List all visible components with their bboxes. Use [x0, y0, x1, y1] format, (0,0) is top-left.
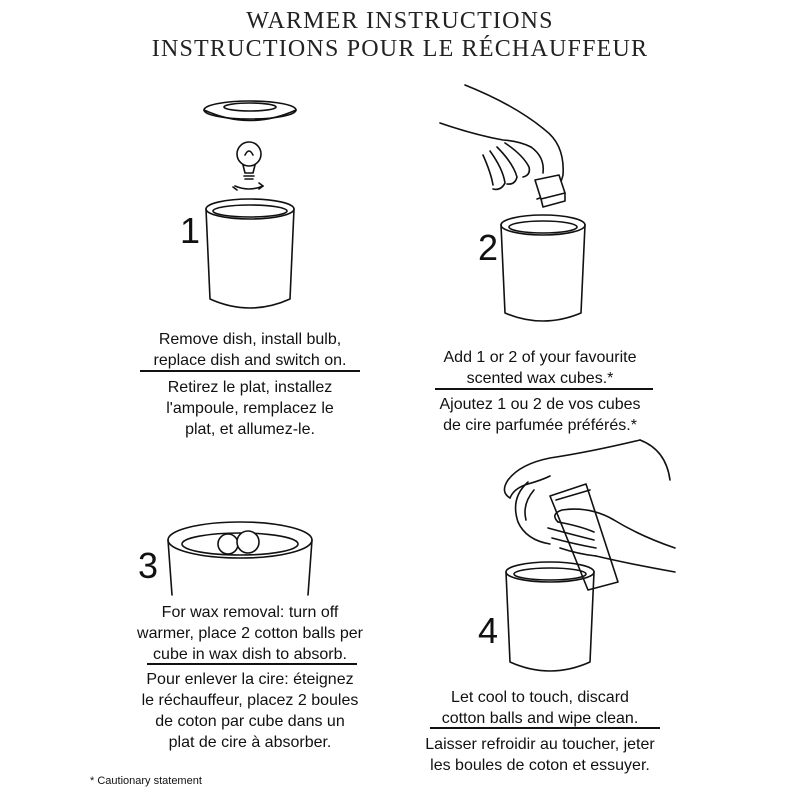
text-line: les boules de coton et essuyer.: [430, 757, 650, 774]
step-2-english-text: [390, 347, 690, 389]
text-line: plat de cire à absorber.: [168, 734, 332, 751]
step-1-number: 1: [180, 210, 201, 251]
step-1-french-text: [100, 377, 400, 440]
light-bulb-icon: [237, 142, 261, 179]
text-line: de cire parfumée préférés.*: [443, 417, 637, 434]
step-3-english-text: [100, 602, 400, 665]
step-4-number: 4: [478, 610, 499, 651]
text-line: scented wax cubes.*: [466, 370, 614, 387]
cotton-balls-icon: [218, 531, 259, 554]
text-line: cotton balls and wipe clean.: [441, 710, 639, 727]
step-4-english-text: [390, 687, 690, 729]
step-1-illustration: [195, 95, 305, 320]
text-line: Retirez le plat, installez: [167, 379, 333, 396]
step-2-french-text: [390, 394, 690, 436]
text-line: warmer, place 2 cotton balls per: [137, 625, 363, 642]
page-title-french: INSTRUCTIONS POUR LE RÉCHAUFFEUR: [151, 36, 649, 62]
text-line: For wax removal: turn off: [161, 604, 339, 621]
step-1-english-text: [100, 329, 400, 371]
wax-cube-icon: [535, 175, 565, 207]
text-line: Let cool to touch, discard: [451, 689, 629, 706]
warmer-icon: [206, 199, 294, 308]
text-line: le réchauffeur, placez 2 boules: [141, 692, 359, 709]
rotate-arrow-icon: [233, 183, 263, 190]
text-line: Remove dish, install bulb,: [158, 331, 342, 348]
wax-dish-icon: [516, 482, 550, 544]
text-line: Ajoutez 1 ou 2 de vos cubes: [439, 396, 641, 413]
step-2-number: 2: [478, 227, 499, 268]
warmer-icon: [506, 562, 594, 671]
divider: [147, 663, 357, 665]
step-2-illustration: [435, 85, 600, 330]
text-line: l'ampoule, remplacez le: [166, 400, 334, 417]
text-line: Pour enlever la cire: éteignez: [146, 671, 354, 688]
text-line: plat, et allumez-le.: [185, 421, 315, 438]
divider: [430, 727, 660, 729]
wax-dish-icon: [204, 101, 296, 121]
step-4-french-text: [390, 734, 690, 776]
text-line: Add 1 or 2 of your favourite: [443, 349, 637, 366]
divider: [140, 370, 360, 372]
divider: [435, 388, 653, 390]
step-3-illustration: [160, 520, 320, 595]
step-3-french-text: [100, 669, 400, 753]
warmer-icon: [168, 522, 312, 595]
text-line: Laisser refroidir au toucher, jeter: [425, 736, 655, 753]
step-3-number: 3: [138, 545, 159, 586]
footnote: * Cautionary statement: [90, 775, 202, 787]
step-4-illustration: [490, 440, 675, 680]
text-line: de coton par cube dans un: [155, 713, 345, 730]
text-line: replace dish and switch on.: [153, 352, 347, 369]
text-line: cube in wax dish to absorb.: [153, 646, 347, 663]
page-title: WARMER INSTRUCTIONS: [246, 8, 554, 34]
warmer-icon: [501, 215, 585, 321]
